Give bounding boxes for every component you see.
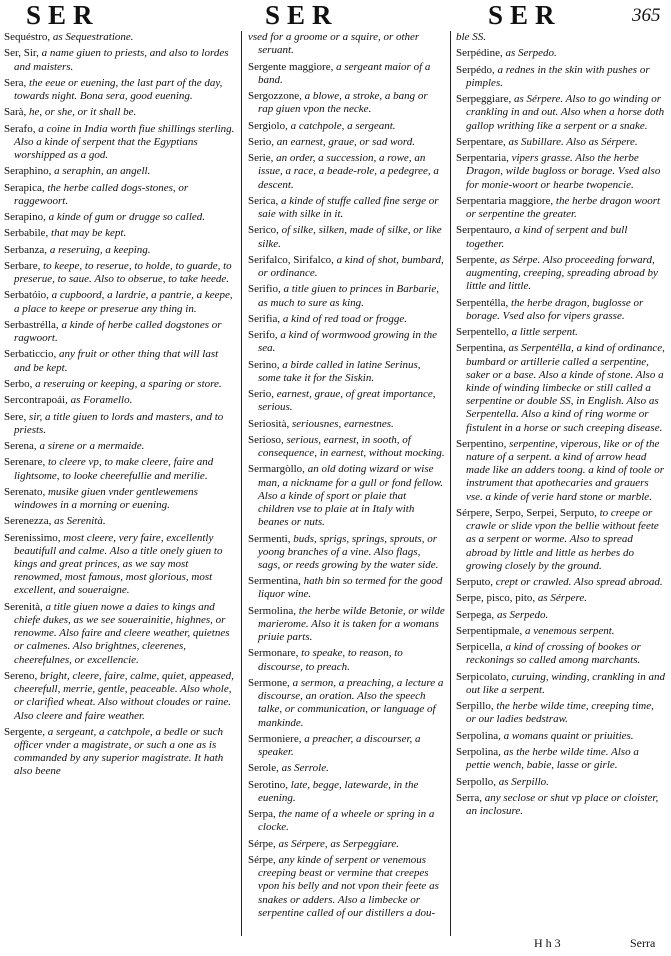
dictionary-entry xyxy=(456,438,665,504)
dictionary-entry xyxy=(248,283,445,309)
entry-definition: a coine in India worth fiue shillings sterling. Also a kinde of serpent that the Egyptians worshipped as a god. xyxy=(14,122,235,161)
entry-definition: most cleere, very faire, excellently beautifull and calme. Also a title onely giuen to kings and great princes, as we say most renowmed, most famous, most glorious, most excellent, and soueraigne. xyxy=(14,531,223,597)
dictionary-entry xyxy=(4,123,236,163)
entry-definition: as Sequestratione. xyxy=(52,31,134,43)
entry-headword: Sermenti, xyxy=(248,532,291,545)
dictionary-entry xyxy=(4,726,236,779)
entry-headword: Serpédine, xyxy=(456,47,503,60)
dictionary-entry xyxy=(248,313,445,326)
entry-definition: a kind of wormwood growing in the sea. xyxy=(258,329,438,355)
entry-headword: Ser, Sir, xyxy=(4,47,39,60)
dictionary-entry xyxy=(248,61,445,87)
dictionary-entry xyxy=(248,120,445,133)
entry-headword: Serpe, pisco, pito, xyxy=(456,592,536,605)
entry-definition: a sergeant maior of a band. xyxy=(258,60,431,86)
dictionary-entry xyxy=(248,418,445,431)
entry-headword: Serbabile, xyxy=(4,227,49,240)
entry-definition: as Serpedo. xyxy=(505,47,557,60)
entry-headword: Serico, xyxy=(248,224,279,237)
column-divider xyxy=(450,31,451,936)
entry-definition: as Serpedo. xyxy=(496,608,549,621)
entry-definition: a rednes in the skin with pushes or pimples. xyxy=(466,63,650,89)
entry-definition: a preacher, a discourser, a speaker. xyxy=(258,732,421,759)
entry-headword: Serpédo, xyxy=(456,63,495,76)
entry-headword: Sérpe, xyxy=(248,837,276,850)
entry-definition: as Foramello. xyxy=(70,394,133,407)
dictionary-entry xyxy=(248,838,445,851)
entry-definition: as Sérpere. Also to go winding or crankling in and out. Also when a horse doth gallop writhing like a serpent or a snake. xyxy=(466,93,665,132)
entry-headword: Serpolina, xyxy=(456,746,501,759)
dictionary-entry xyxy=(4,47,236,73)
entry-headword: Serapino, xyxy=(4,211,46,224)
dictionary-entry xyxy=(4,394,236,407)
entry-definition: vsed for a groome or a squire, or other seruant. xyxy=(248,31,420,57)
entry-headword: Seraphino, xyxy=(4,165,52,178)
entry-definition: curuing, winding, crankling in and out like a serpent. xyxy=(466,670,665,696)
entry-definition: as Serpentélla, a kind of ordinance, bumbard or artillerie called a serpentine, saker or a base. Also a kinde of stone. Also a kinde of winding limbecke or still called a serpentine or double SS, in English. Also as Serpentella. Also a kind of ring worme or fistulent in a horse or such creeping disease. xyxy=(466,342,665,434)
entry-definition: a venemous serpent. xyxy=(525,624,615,637)
entry-definition: a blowe, a stroke, a bang or rap giuen vpon the necke. xyxy=(258,90,428,116)
entry-headword: Sermoniere, xyxy=(248,732,302,745)
entry-definition: to cleere vp, to make cleere, faire and lightsome, to looke cheerefullie and merilie. xyxy=(14,456,214,482)
entry-headword: Serino, xyxy=(248,358,280,371)
dictionary-entry xyxy=(456,592,665,605)
entry-definition: as Sérpere. xyxy=(537,592,587,605)
dictionary-entry xyxy=(456,93,665,133)
entry-definition: sir, a title giuen to lords and masters, and to priests. xyxy=(14,410,224,436)
dictionary-entry xyxy=(456,792,665,818)
entry-definition: the herbe wilde time, creeping time, or our ladies bedstraw. xyxy=(466,700,654,726)
entry-headword: Serpentélla, xyxy=(456,296,509,309)
dictionary-entry xyxy=(248,434,445,460)
entry-definition: a reseruing, a keeping. xyxy=(49,243,151,256)
entry-definition: a kind of red toad or frogge. xyxy=(282,312,407,325)
dictionary-entry xyxy=(4,165,236,178)
dictionary-entry xyxy=(4,211,236,224)
entry-headword: Serpicolato, xyxy=(456,670,509,683)
dictionary-entry xyxy=(4,440,236,453)
entry-headword: Serioso, xyxy=(248,433,284,446)
entry-headword: Serbatóio, xyxy=(4,289,49,302)
entry-definition: to speake, to reason, to discourse, to preach. xyxy=(258,647,403,673)
entry-headword: Serpicella, xyxy=(456,641,503,654)
dictionary-entry xyxy=(456,671,665,697)
entry-definition: serious, earnest, in sooth, of consequence, in earnest, without mocking. xyxy=(258,433,445,460)
entry-headword: Sermonare, xyxy=(248,647,299,660)
entry-headword: Serpentipmale, xyxy=(456,624,523,637)
entry-definition: serpentine, viperous, like or of the nature of a serpent. a kind of arrow head made like an adders toong. a kind of toole or instrument that apothecaries and grauers vse. a kinde of verie hard stone or marble. xyxy=(466,437,664,503)
entry-definition: crept or crawled. Also spread abroad. xyxy=(495,576,663,589)
entry-definition: to keepe, to reserue, to holde, to guarde, to preserue, to saue. Also to obserue, to take heede. xyxy=(14,259,232,286)
entry-definition: the herbe called dogs-stones, or raggewoort. xyxy=(14,181,189,207)
entry-definition: a reseruing or keeping, a sparing or store. xyxy=(35,377,222,390)
dictionary-entry xyxy=(248,31,445,57)
entry-definition: late, begge, latewarde, in the euening. xyxy=(258,778,419,804)
entry-headword: Serbare, xyxy=(4,259,41,272)
entry-definition: a kind of shot, bumbard, or ordinance. xyxy=(258,253,444,279)
entry-headword: Serpeggiare, xyxy=(456,93,512,106)
entry-headword: Serpentauro, xyxy=(456,224,512,237)
entry-definition: a sermon, a preaching, a lecture a discourse, an oration. Also the speech talke, or communication, or language of mankinde. xyxy=(258,676,444,729)
dictionary-entry xyxy=(456,641,665,667)
entry-definition: any seclose or shut vp place or cloister, an inclosure. xyxy=(466,791,659,818)
dictionary-entry xyxy=(248,533,445,573)
dictionary-entry xyxy=(456,576,665,589)
entry-headword: Serpolina, xyxy=(456,729,501,742)
entry-headword: Serotino, xyxy=(248,778,289,791)
entry-headword: Sermentina, xyxy=(248,575,301,588)
entry-headword: Serenare, xyxy=(4,456,46,469)
entry-headword: Serpentello, xyxy=(456,326,509,338)
entry-headword: Serbastrélla, xyxy=(4,318,59,331)
entry-headword: Serpentina, xyxy=(456,342,506,355)
dictionary-entry xyxy=(456,31,665,44)
dictionary-entry xyxy=(248,575,445,601)
entry-headword: Sergiolo, xyxy=(248,119,288,132)
page-number: 365 xyxy=(632,5,661,26)
dictionary-entry xyxy=(248,779,445,805)
entry-headword: Serenità, xyxy=(4,600,43,613)
entry-headword: Sergente maggiore, xyxy=(248,60,334,73)
entry-definition: the herbe dragon woort or serpentine the greater. xyxy=(466,194,661,220)
entry-definition: vipers grasse. Also the herbe Dragon, wilde bugloss or borage. Vsed also for monie-woort or hearbe twopencie. xyxy=(466,152,661,191)
entry-definition: a sergeant, a catchpole, a bedle or such officer vnder a magistrate, or such a one as is commanded by any superior magistrate. It hath also beene xyxy=(14,725,224,778)
entry-headword: Sermone, xyxy=(248,676,290,689)
entry-headword: Serole, xyxy=(248,762,279,775)
entry-definition: as Sérpe. Also proceeding forward, augmenting, creeping, spreading abroad by little and little. xyxy=(466,253,658,293)
entry-headword: Serpentaria maggiore, xyxy=(456,194,554,207)
dictionary-entry xyxy=(456,342,665,434)
entry-definition: the herbe wilde Betonie, or wilde marierome. Also it is taken for a womans priuie parts. xyxy=(258,604,445,644)
dictionary-entry xyxy=(248,359,445,385)
entry-definition: earnest, graue, of great importance, serious. xyxy=(258,388,436,414)
entry-definition: to creepe or crawle or slide vpon the bellie without feete as a serpent or worme. Also to spread abroad by little and little as herbes do growing closely by the ground. xyxy=(466,506,659,572)
dictionary-entry xyxy=(4,456,236,482)
entry-definition: as Sérpere, as Serpeggiare. xyxy=(278,837,400,850)
dictionary-entry xyxy=(456,730,665,743)
entry-definition: a seraphin, an angell. xyxy=(54,165,151,178)
entry-headword: Serenato, xyxy=(4,485,46,498)
dictionary-entry xyxy=(456,746,665,772)
entry-definition: a little serpent. xyxy=(511,326,578,338)
dictionary-entry xyxy=(248,677,445,730)
entry-definition: the herbe dragon, buglosse or borage. Vsed also for vipers grasse. xyxy=(466,296,644,322)
entry-headword: Serena, xyxy=(4,440,37,453)
header-right: SER xyxy=(488,0,562,30)
entry-definition: the name of a wheele or spring in a clocke. xyxy=(258,808,435,834)
dictionary-entry xyxy=(456,507,665,573)
entry-definition: buds, sprigs, springs, sprouts, or yoong branches of a vine. Also flags, sags, or reeds growing by the water side. xyxy=(258,532,439,571)
dictionary-entry xyxy=(248,388,445,414)
column-1 xyxy=(4,31,236,936)
dictionary-entry xyxy=(248,605,445,645)
entry-headword: Serpega, xyxy=(456,608,495,621)
dictionary-entry xyxy=(456,609,665,622)
dictionary-entry xyxy=(4,601,236,667)
entry-headword: Sergente, xyxy=(4,725,46,738)
entry-headword: Serputo, xyxy=(456,576,493,589)
column-divider xyxy=(241,31,242,936)
entry-headword: Sera, xyxy=(4,76,27,89)
entry-definition: ble SS. xyxy=(456,31,486,43)
entry-headword: Seriosità, xyxy=(248,417,290,430)
catchword: Serra xyxy=(630,936,656,950)
dictionary-entry xyxy=(248,808,445,834)
entry-definition: a name giuen to priests, and also to lordes and maisters. xyxy=(14,47,229,73)
dictionary-entry xyxy=(456,224,665,250)
entry-headword: Serio, xyxy=(248,135,274,148)
dictionary-entry xyxy=(456,625,665,638)
entry-definition: a title giuen nowe a daies to kings and chiefe dukes, as we see souerainitie, highnes, or renowme. Also faire and cleere weather, quietnes or calmenes. Also brightnes, cleerenes, cheerefulnes, or excellencie. xyxy=(14,600,230,666)
entry-definition: bright, cleere, faire, calme, quiet, appeased, cheerefull, merrie, gentle, peaceable. Also whole, or clarified wheat. Also without cloudes or raine. Also cleere and faire weather. xyxy=(14,669,234,722)
dictionary-entry xyxy=(4,378,236,391)
entry-definition: a cupboord, a lardrie, a pantrie, a keepe, a place to keepe or preserue any thing in. xyxy=(14,289,233,315)
dictionary-entry xyxy=(248,254,445,280)
dictionary-entry xyxy=(4,348,236,374)
dictionary-entry xyxy=(456,152,665,192)
entry-definition: a birde called in latine Serinus, some take it for the Siskin. xyxy=(258,358,421,384)
dictionary-entry xyxy=(4,106,236,119)
entry-headword: Serio, xyxy=(248,388,274,401)
entry-definition: a womans quaint or priuities. xyxy=(503,729,634,742)
column-3 xyxy=(456,31,665,936)
entry-headword: Sequéstro, xyxy=(4,31,51,43)
entry-headword: Serpentaria, xyxy=(456,152,509,165)
entry-headword: Serpollo, xyxy=(456,775,497,788)
dictionary-entry xyxy=(456,700,665,726)
entry-definition: the eeue or euening, the last part of the day, towards night. Bona sera, good euening. xyxy=(14,76,223,102)
entry-definition: an old doting wizard or wise man, a nickname for a gull or fond fellow. Also a kinde of sport or plaie that children vse to plaie at in Italy with beanes or nuts. xyxy=(258,463,443,529)
entry-headword: Sere, xyxy=(4,410,27,423)
entry-headword: Serenezza, xyxy=(4,515,52,528)
entry-definition: any fruit or other thing that will last and be kept. xyxy=(14,348,219,374)
dictionary-entry xyxy=(4,227,236,240)
entry-definition: a kind of crossing of bookes or reckonings so called among marchants. xyxy=(466,641,641,667)
entry-definition: a sirene or a mermaide. xyxy=(39,440,145,453)
entry-headword: Serpente, xyxy=(456,253,498,266)
entry-headword: Serifia, xyxy=(248,312,281,325)
entry-definition: of silke, silken, made of silke, or like silke. xyxy=(258,224,442,250)
dictionary-entry xyxy=(248,195,445,221)
entry-headword: Serie, xyxy=(248,152,274,165)
running-header xyxy=(0,0,671,28)
column-2 xyxy=(248,31,445,936)
dictionary-entry xyxy=(248,733,445,759)
dictionary-entry xyxy=(456,195,665,221)
signature-mark: H h 3 xyxy=(534,936,561,950)
entry-definition: seriousnes, earnestnes. xyxy=(292,417,394,430)
entry-headword: Serifalco, Sirifalco, xyxy=(248,253,334,266)
dictionary-entry xyxy=(4,670,236,723)
entry-definition: hath bin so termed for the good liquor wine. xyxy=(258,575,443,601)
dictionary-entry xyxy=(248,854,445,920)
entry-definition: as Subillare. Also as Sérpere. xyxy=(508,135,638,148)
entry-headword: Sereno, xyxy=(4,669,38,682)
dictionary-entry xyxy=(248,762,445,775)
entry-definition: a kind of serpent and bull together. xyxy=(466,224,628,250)
dictionary-entry xyxy=(248,329,445,355)
entry-definition: a catchpole, a sergeant. xyxy=(290,119,396,132)
entry-headword: Serra, xyxy=(456,791,482,804)
entry-definition: a title giuen to princes in Barbarie, as much to sure as king. xyxy=(258,283,439,309)
entry-headword: Sérpere, Serpo, Serpei, Serputo, xyxy=(456,506,597,519)
dictionary-entry xyxy=(4,182,236,208)
entry-definition: as Serpillo. xyxy=(498,775,549,788)
entry-definition: a kinde of stuffe called fine serge or saie with silke in it. xyxy=(258,194,439,220)
dictionary-entry xyxy=(4,319,236,345)
entry-headword: Serifio, xyxy=(248,283,281,296)
dictionary-entry xyxy=(248,90,445,116)
dictionary-entry xyxy=(4,515,236,528)
dictionary-entry xyxy=(248,647,445,673)
dictionary-entry xyxy=(456,326,665,339)
entry-definition: a kinde of herbe called dogstones or ragwoort. xyxy=(14,318,222,345)
dictionary-entry xyxy=(4,411,236,437)
dictionary-entry xyxy=(4,77,236,103)
dictionary-entry xyxy=(4,486,236,512)
dictionary-entry xyxy=(4,244,236,257)
dictionary-entry xyxy=(456,64,665,90)
dictionary-entry xyxy=(248,152,445,192)
entry-headword: Serpillo, xyxy=(456,700,494,713)
dictionary-entry xyxy=(456,136,665,149)
dictionary-entry xyxy=(4,31,236,44)
entry-definition: an earnest, graue, or sad word. xyxy=(276,135,416,148)
dictionary-entry xyxy=(456,254,665,294)
dictionary-entry xyxy=(456,47,665,60)
entry-headword: Sermargòllo, xyxy=(248,463,305,476)
entry-headword: Serbanza, xyxy=(4,243,48,256)
entry-definition: as Serrole. xyxy=(281,762,329,775)
dictionary-entry xyxy=(456,776,665,789)
dictionary-entry xyxy=(248,463,445,529)
entry-headword: Sergozzone, xyxy=(248,90,302,102)
entry-headword: Sercontrapoái, xyxy=(4,394,68,407)
entry-headword: Serpentino, xyxy=(456,437,507,450)
entry-headword: Sarà, xyxy=(4,106,27,119)
dictionary-entry xyxy=(456,297,665,323)
header-center: SER xyxy=(265,0,339,30)
entry-headword: Sermolina, xyxy=(248,604,296,617)
entry-headword: Serpa, xyxy=(248,808,276,821)
entry-definition: a kinde of gum or drugge so called. xyxy=(48,211,206,224)
entry-headword: Serbo, xyxy=(4,377,33,390)
entry-headword: Serifo, xyxy=(248,329,278,342)
dictionary-entry xyxy=(248,136,445,149)
dictionary-entry xyxy=(4,260,236,286)
header-left: SER xyxy=(26,0,100,30)
entry-definition: he, or she, or it shall be. xyxy=(29,106,137,119)
entry-headword: Serafo, xyxy=(4,122,36,135)
entry-definition: any kinde of serpent or venemous creeping beast or vermine that creepes vpon his belly and not vpon their feete as snakes or adders. Also a limbecke or serpentine called of our distillers a dou- xyxy=(258,853,439,919)
entry-definition: as the herbe wilde time. Also a pettie wench, babie, lasse or girle. xyxy=(466,746,639,772)
entry-headword: Serenissimo, xyxy=(4,531,61,544)
entry-headword: Serica, xyxy=(248,194,279,207)
entry-headword: Serapica, xyxy=(4,181,45,194)
dictionary-entry xyxy=(248,224,445,250)
dictionary-entry xyxy=(4,289,236,315)
dictionary-entry xyxy=(4,532,236,598)
entry-headword: Serpentare, xyxy=(456,135,506,148)
entry-definition: as Serenità. xyxy=(54,515,106,528)
entry-definition: that may be kept. xyxy=(51,227,127,240)
entry-definition: an order, a succession, a rowe, an issue, a race, a beade-role, a pedegree, a descent. xyxy=(258,152,439,191)
entry-headword: Serbaticcio, xyxy=(4,348,57,361)
entry-headword: Sérpe, xyxy=(248,853,276,866)
entry-definition: musike giuen vnder gentlewemens windowes in a morning or euening. xyxy=(14,485,198,512)
